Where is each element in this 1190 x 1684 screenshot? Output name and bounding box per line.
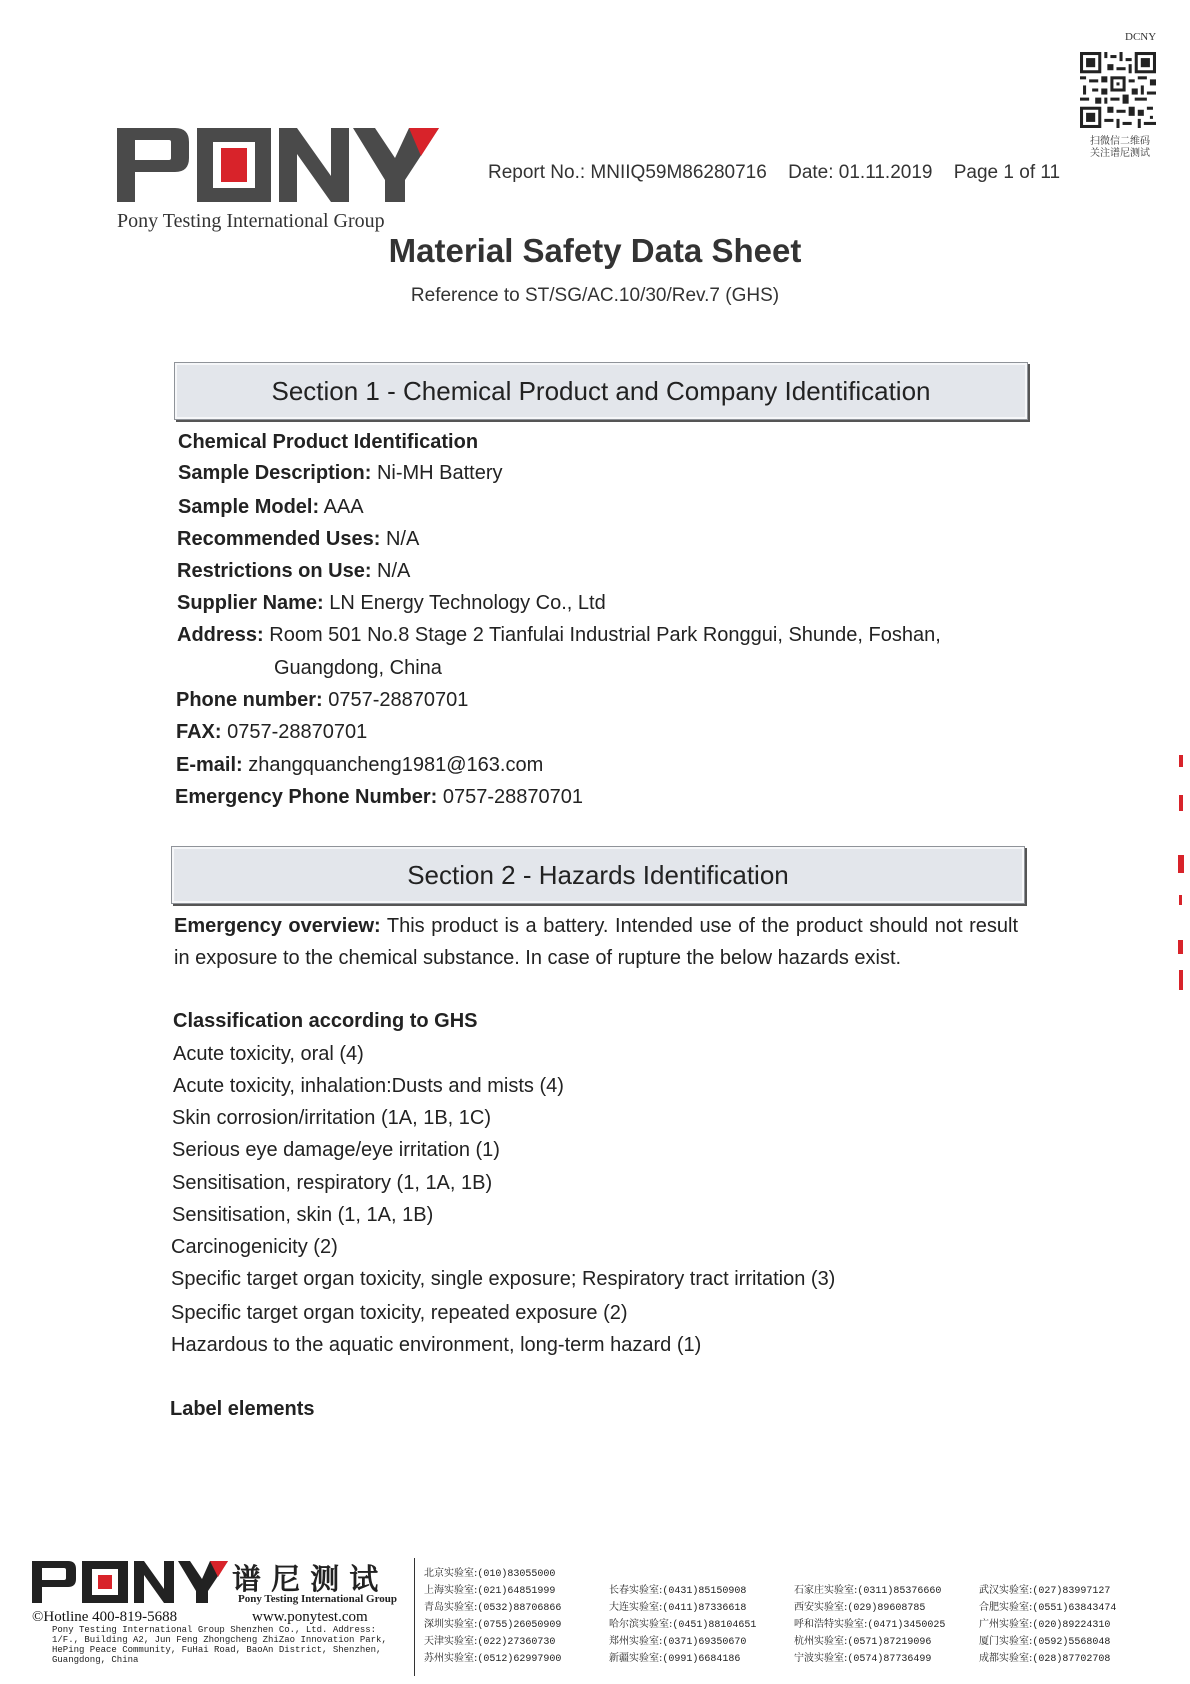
- section-1-banner: Section 1 - Chemical Product and Company Identification: [174, 362, 1028, 420]
- field-label: Recommended Uses:: [177, 528, 381, 550]
- lab-entry: [794, 1581, 979, 1598]
- classification-heading: Classification according to GHS: [173, 1010, 478, 1032]
- field-label: Sample Model:: [178, 496, 320, 518]
- field-value: N/A: [371, 560, 411, 582]
- footer-address: Pony Testing International Group Shenzhen Co., Ltd. Address: 1/F., Building A2, Jun Feng Zhongcheng ZhiZao Innovation Park, HePing Peace Community, FuHai Road, BaoAn District, Shenzhen, Guangdong, China: [52, 1625, 387, 1665]
- footer-pony-logo: [32, 1559, 402, 1605]
- classification-item: Acute toxicity, inhalation:Dusts and mists (4): [173, 1075, 564, 1097]
- footer-logo-cn: 谱 尼 测 试: [232, 1562, 379, 1596]
- lab-phone: (0571)87219096: [847, 1637, 932, 1648]
- field-label: Phone number:: [176, 689, 323, 711]
- lab-entry: [794, 1615, 979, 1632]
- lab-entry: [424, 1615, 609, 1632]
- lab-phone: (0574)87736499: [847, 1654, 932, 1665]
- lab-name: 上海实验室:: [424, 1585, 478, 1596]
- field-value: Room 501 No.8 Stage 2 Tianfulai Industrial Park Ronggui, Shunde, Foshan,: [263, 624, 941, 646]
- lab-entry: [794, 1632, 979, 1649]
- sample-description: [178, 462, 503, 485]
- lab-entry: [424, 1581, 609, 1598]
- lab-name: 成都实验室:: [979, 1653, 1033, 1664]
- field-value: 0757-28870701: [221, 721, 368, 743]
- lab-phone: (0755)26050909: [477, 1620, 562, 1631]
- lab-phone: (022)27360730: [477, 1637, 556, 1648]
- lab-name: 厦门实验室:: [979, 1636, 1033, 1647]
- lab-entry: [979, 1632, 1164, 1649]
- lab-phone: (029)89608785: [847, 1603, 926, 1614]
- lab-entry: [609, 1598, 794, 1615]
- lab-phone: (028)87702708: [1032, 1654, 1111, 1665]
- label-elements-heading: Label elements: [170, 1398, 315, 1420]
- field-label: Emergency Phone Number:: [175, 786, 438, 808]
- lab-name: 武汉实验室:: [979, 1585, 1033, 1596]
- lab-entry: [424, 1564, 611, 1581]
- sample-model: [178, 496, 364, 519]
- lab-phone: (0411)87336618: [662, 1603, 747, 1614]
- classification-item: Skin corrosion/irritation (1A, 1B, 1C): [172, 1107, 492, 1129]
- lab-phone: (0371)69350670: [662, 1637, 747, 1648]
- lab-name: 苏州实验室:: [424, 1653, 478, 1664]
- stamp-mark-icon: [1178, 755, 1184, 995]
- field-label: FAX:: [176, 721, 222, 743]
- page-number: Page 1 of 11: [953, 162, 1061, 183]
- lab-name: 杭州实验室:: [794, 1636, 848, 1647]
- lab-entry: [979, 1581, 1164, 1598]
- lab-name: 哈尔滨实验室:: [609, 1619, 673, 1630]
- address-line-2: Guangdong, China: [274, 657, 442, 679]
- lab-entry: [609, 1581, 794, 1598]
- lab-phone: (0592)5568048: [1032, 1637, 1111, 1648]
- lab-entry: [794, 1649, 979, 1666]
- document-title: Material Safety Data Sheet: [388, 232, 802, 269]
- lab-name: 石家庄实验室:: [794, 1585, 858, 1596]
- document-reference: Reference to ST/SG/AC.10/30/Rev.7 (GHS): [410, 285, 780, 306]
- classification-item: Sensitisation, respiratory (1, 1A, 1B): [172, 1172, 493, 1194]
- lab-phone: (0311)85376660: [857, 1586, 942, 1597]
- lab-name: 合肥实验室:: [979, 1602, 1033, 1613]
- lab-phone: (0471)3450025: [867, 1620, 946, 1631]
- lab-entry: [424, 1632, 609, 1649]
- field-value: LN Energy Technology Co., Ltd: [323, 592, 606, 614]
- classification-item: Hazardous to the aquatic environment, long-term hazard (1): [171, 1334, 702, 1356]
- lab-entry: [609, 1632, 794, 1649]
- classification-item: Serious eye damage/eye irritation (1): [172, 1139, 500, 1161]
- lab-row: [424, 1649, 1164, 1666]
- lab-phone: (0991)6684186: [662, 1654, 741, 1665]
- emergency-overview: [174, 910, 1018, 974]
- lab-phone: (0431)85150908: [662, 1586, 747, 1597]
- lab-name: 天津实验室:: [424, 1636, 478, 1647]
- lab-row: [424, 1564, 1164, 1581]
- field-label: Restrictions on Use:: [177, 560, 372, 582]
- lab-phone: (0551)63843474: [1032, 1603, 1117, 1614]
- product-identification-heading: Chemical Product Identification: [178, 431, 479, 453]
- lab-row: [424, 1581, 1164, 1598]
- field-value: This product is a battery. Intended use of the product should not result in exposure to the chemical substance. In case of rupture the below hazards exist.: [174, 915, 1019, 969]
- lab-phone: (010)83055000: [477, 1569, 556, 1580]
- lab-name: 新疆实验室:: [609, 1653, 663, 1664]
- field-label: Emergency overview:: [174, 915, 381, 937]
- field-value: AAA: [319, 496, 364, 518]
- lab-entry: [794, 1598, 979, 1615]
- restrictions-on-use: [177, 560, 410, 583]
- qr-caption-line: 扫微信二维码: [1090, 136, 1150, 147]
- field-value: 0757-28870701: [437, 786, 583, 808]
- logo-subtitle: Pony Testing International Group: [117, 210, 385, 232]
- lab-name: 西安实验室:: [794, 1602, 848, 1613]
- qr-code-icon: [1080, 52, 1156, 128]
- lab-phone: (027)83997127: [1032, 1586, 1111, 1597]
- lab-name: 大连实验室:: [609, 1602, 663, 1613]
- lab-name: 广州实验室:: [979, 1619, 1033, 1630]
- classification-item: Acute toxicity, oral (4): [173, 1043, 364, 1065]
- report-date: Date: 01.11.2019: [788, 162, 933, 183]
- lab-row: [424, 1598, 1164, 1615]
- report-meta: [488, 162, 1076, 184]
- section-2-banner: Section 2 - Hazards Identification: [171, 846, 1025, 904]
- classification-item: Specific target organ toxicity, single exposure; Respiratory tract irritation (3): [171, 1268, 836, 1290]
- footer-divider: [414, 1558, 415, 1676]
- lab-name: 北京实验室:: [424, 1568, 478, 1579]
- emergency-phone: [175, 786, 583, 809]
- address: [177, 624, 941, 647]
- email: [176, 754, 543, 777]
- qr-caption: [1074, 136, 1166, 160]
- field-value: N/A: [380, 528, 420, 550]
- field-value: zhangquancheng1981@163.com: [242, 754, 544, 776]
- lab-entry: [424, 1649, 609, 1666]
- lab-name: 深圳实验室:: [424, 1619, 478, 1630]
- footer-logo-group: Pony Testing International Group: [238, 1593, 398, 1605]
- field-value: Ni-MH Battery: [371, 462, 503, 484]
- pony-logo: [117, 128, 439, 202]
- lab-phone: (0512)62997900: [477, 1654, 562, 1665]
- corner-code: DCNY: [1125, 31, 1157, 43]
- lab-name: 呼和浩特实验室:: [794, 1619, 868, 1630]
- footer-website[interactable]: www.ponytest.com: [252, 1609, 368, 1625]
- report-number: Report No.: MNIIQ59M86280716: [488, 162, 767, 183]
- fax-number: [176, 721, 367, 744]
- field-label: Sample Description:: [178, 462, 372, 484]
- lab-name: 宁波实验室:: [794, 1653, 848, 1664]
- footer-lab-directory: [424, 1564, 1164, 1666]
- lab-row: [424, 1632, 1164, 1649]
- recommended-uses: [177, 528, 419, 551]
- lab-name: 青岛实验室:: [424, 1602, 478, 1613]
- supplier-name: [177, 592, 606, 615]
- lab-name: 郑州实验室:: [609, 1636, 663, 1647]
- lab-phone: (021)64851999: [477, 1586, 556, 1597]
- classification-item: Sensitisation, skin (1, 1A, 1B): [172, 1204, 434, 1226]
- phone-number: [176, 689, 468, 712]
- lab-phone: (020)89224310: [1032, 1620, 1111, 1631]
- lab-entry: [424, 1598, 609, 1615]
- lab-entry: [609, 1615, 794, 1632]
- field-label: Supplier Name:: [177, 592, 324, 614]
- lab-entry: [979, 1615, 1164, 1632]
- lab-phone: (0451)88104651: [672, 1620, 757, 1631]
- qr-caption-line: 关注谱尼测试: [1090, 148, 1150, 159]
- field-label: Address:: [177, 624, 264, 646]
- lab-entry: [979, 1598, 1164, 1615]
- field-label: E-mail:: [176, 754, 243, 776]
- lab-phone: (0532)88706866: [477, 1603, 562, 1614]
- lab-entry: [979, 1649, 1164, 1666]
- classification-item: Specific target organ toxicity, repeated exposure (2): [171, 1302, 628, 1324]
- lab-row: [424, 1615, 1164, 1632]
- lab-name: 长春实验室:: [609, 1585, 663, 1596]
- field-value: 0757-28870701: [322, 689, 469, 711]
- footer-hotline: ©Hotline 400-819-5688: [32, 1609, 178, 1625]
- classification-item: Carcinogenicity (2): [171, 1236, 338, 1258]
- lab-entry: [609, 1649, 794, 1666]
